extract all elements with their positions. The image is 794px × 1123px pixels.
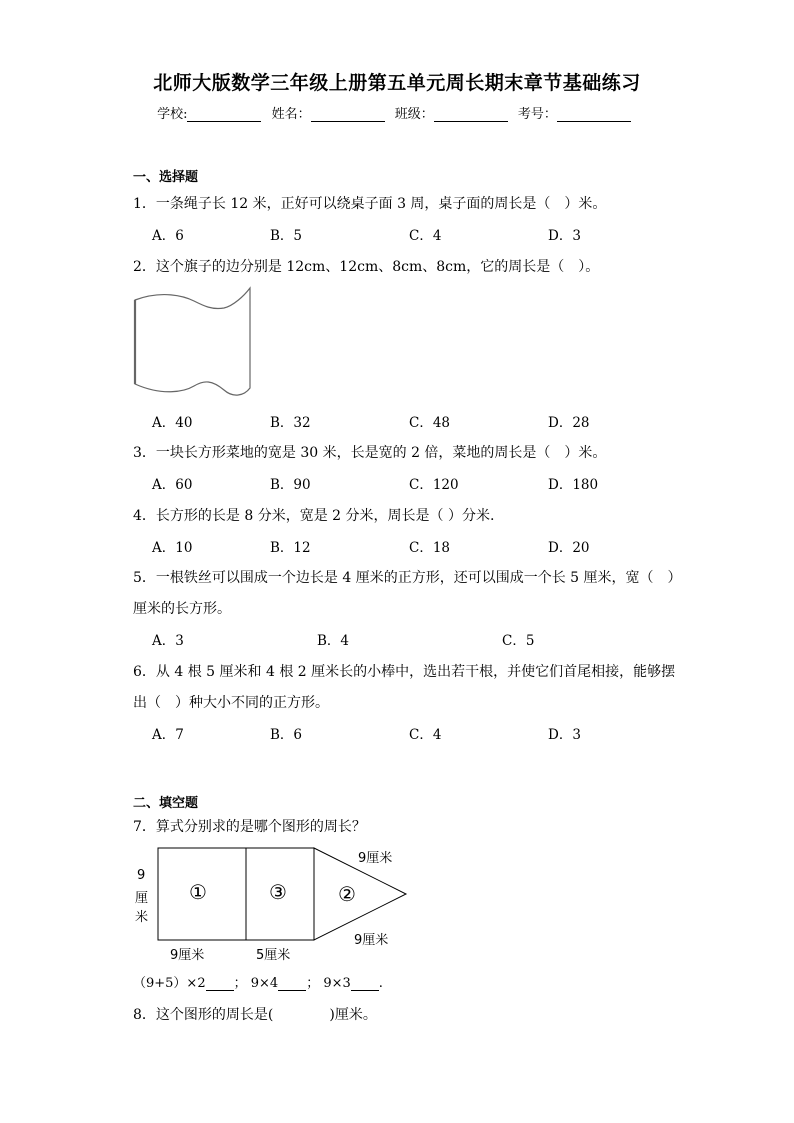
shape-1-marker: ① — [189, 880, 207, 904]
q3-option-d[interactable]: D．180 — [548, 477, 599, 493]
formula-sep-2: ； — [306, 976, 320, 991]
q2-option-b[interactable]: B．32 — [270, 415, 311, 431]
question-6-line-2: 出（ ）种大小不同的正方形。 — [133, 695, 329, 711]
q4-option-d[interactable]: D．20 — [548, 540, 590, 556]
q3-option-b[interactable]: B．90 — [270, 477, 311, 493]
q1-option-d[interactable]: D．3 — [548, 228, 581, 244]
fig-tri-top-label: 9厘米 — [358, 851, 393, 866]
student-info-line — [0, 103, 794, 122]
school-blank[interactable] — [187, 108, 261, 122]
question-5-line-2: 厘米的长方形。 — [133, 601, 231, 617]
question-7: 7．算式分别求的是哪个图形的周长？ — [133, 819, 366, 835]
q3-option-a[interactable]: A．60 — [152, 477, 193, 493]
q4-option-a[interactable]: A．10 — [152, 540, 193, 556]
formula-3: 9×3 — [323, 976, 351, 991]
school-label: 学校: — [157, 107, 188, 122]
q6-option-b[interactable]: B．6 — [270, 727, 303, 743]
question-6-line-1: 6．从 4 根 5 厘米和 4 根 2 厘米长的小棒中，选出若干根，并使它们首尾相接，能够摆 — [133, 664, 676, 680]
question-8: 8．这个图形的周长是( )厘米。 — [133, 1007, 377, 1023]
question-3: 3．一块长方形菜地的宽是 30 米，长是宽的 2 倍，菜地的周长是（ ）米。 — [133, 445, 607, 461]
page-title: 北师大版数学三年级上册第五单元周长期末章节基础练习 — [153, 72, 641, 94]
q4-option-c[interactable]: C．18 — [409, 540, 451, 556]
formula-sep-1: ； — [233, 976, 247, 991]
q6-option-d[interactable]: D．3 — [548, 727, 581, 743]
fig-left-label-9: 9 — [137, 868, 146, 883]
q4-option-b[interactable]: B．12 — [270, 540, 311, 556]
q1-option-a[interactable]: A．6 — [152, 228, 184, 244]
formula-end: . — [378, 976, 383, 991]
q7-formulas — [133, 972, 383, 991]
formula-1: （9+5）×2 — [133, 976, 206, 991]
q2-option-c[interactable]: C．48 — [409, 415, 451, 431]
formula-3-blank[interactable] — [351, 977, 379, 991]
q2-option-d[interactable]: D．28 — [548, 415, 590, 431]
q3-option-c[interactable]: C．120 — [409, 477, 459, 493]
flag-figure — [132, 284, 254, 398]
formula-1-blank[interactable] — [206, 977, 234, 991]
flag-outline — [135, 288, 250, 395]
q2-option-a[interactable]: A．40 — [152, 415, 193, 431]
formula-2-blank[interactable] — [278, 977, 306, 991]
shape-2-marker: ② — [338, 882, 356, 906]
fig-tri-bottom-label: 9厘米 — [354, 933, 389, 948]
fig-left-label-mi: 米 — [135, 910, 149, 925]
class-blank[interactable] — [434, 108, 508, 122]
question-2: 2．这个旗子的边分别是 12cm、12cm、8cm、8cm，它的周长是（ ）。 — [133, 259, 600, 275]
question-1: 1．一条绳子长 12 米，正好可以绕桌子面 3 周，桌子面的周长是（ ）米。 — [133, 196, 607, 212]
q5-option-a[interactable]: A．3 — [152, 633, 184, 649]
exam-no-blank[interactable] — [557, 108, 631, 122]
q6-option-c[interactable]: C．4 — [409, 727, 442, 743]
q5-option-c[interactable]: C．5 — [502, 633, 535, 649]
name-label: 姓名： — [271, 107, 311, 122]
shape-3-marker: ③ — [269, 880, 287, 904]
question-4: 4．长方形的长是 8 分米，宽是 2 分米，周长是（ ）分米. — [133, 508, 495, 524]
formula-2: 9×4 — [250, 976, 279, 991]
name-blank[interactable] — [311, 108, 385, 122]
q1-option-b[interactable]: B．5 — [270, 228, 303, 244]
section-title-choice: 一、选择题 — [133, 170, 199, 185]
exam-no-label: 考号： — [517, 107, 557, 122]
section-title-fill: 二、填空题 — [133, 796, 199, 811]
q5-option-b[interactable]: B．4 — [317, 633, 350, 649]
fig-left-label-li: 厘 — [135, 891, 149, 906]
class-label: 班级： — [394, 107, 434, 122]
q6-option-a[interactable]: A．7 — [152, 727, 184, 743]
fig-bottom-label-5cm: 5厘米 — [256, 948, 291, 963]
q1-option-c[interactable]: C．4 — [409, 228, 442, 244]
fig-bottom-label-9cm: 9厘米 — [170, 948, 205, 963]
question-5-line-1: 5．一根铁丝可以围成一个边长是 4 厘米的正方形，还可以围成一个长 5 厘米，宽（ ） — [133, 570, 682, 586]
